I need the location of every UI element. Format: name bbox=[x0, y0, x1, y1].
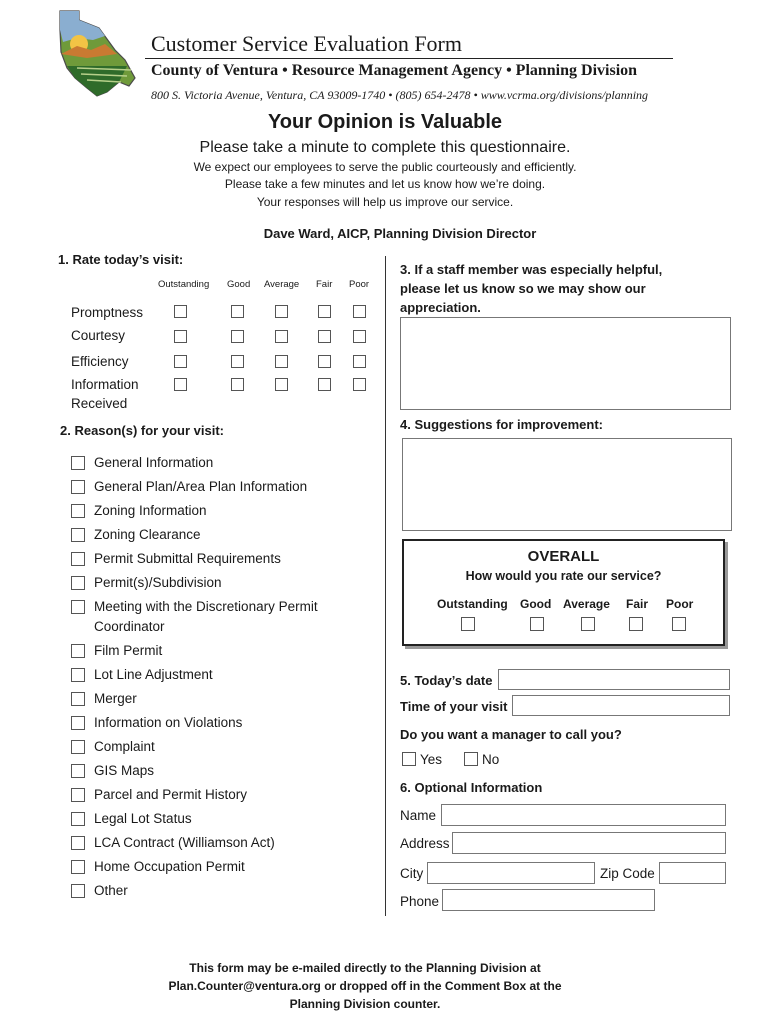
opinion-title: Your Opinion is Valuable bbox=[267, 111, 503, 133]
intro-line-3: Your responses will help us improve our service. bbox=[256, 195, 514, 209]
q1-checkbox[interactable] bbox=[353, 355, 366, 368]
reason-label-continued: Coordinator bbox=[94, 619, 165, 634]
reason-label: Zoning Information bbox=[94, 503, 207, 518]
q1-rating-outstanding: Outstanding bbox=[158, 279, 210, 290]
date-field[interactable] bbox=[498, 669, 730, 690]
manager-no-checkbox[interactable] bbox=[464, 752, 478, 766]
date-label: 5. Today’s date bbox=[400, 673, 493, 688]
column-divider bbox=[385, 256, 386, 916]
zip-label: Zip Code bbox=[600, 866, 655, 881]
q1-row-efficiency: Efficiency bbox=[71, 354, 129, 369]
q1-checkbox[interactable] bbox=[174, 305, 187, 318]
address-line: 800 S. Victoria Avenue, Ventura, CA 93009-1740 • (805) 654-2478 • www.vcrma.org/divisions/planning bbox=[151, 88, 649, 102]
q1-checkbox[interactable] bbox=[318, 378, 331, 391]
overall-rating-poor: Poor bbox=[666, 597, 694, 611]
reason-label: Lot Line Adjustment bbox=[94, 667, 213, 682]
q1-checkbox[interactable] bbox=[231, 378, 244, 391]
q1-checkbox[interactable] bbox=[353, 378, 366, 391]
q1-checkbox[interactable] bbox=[318, 355, 331, 368]
director-line: Dave Ward, AICP, Planning Division Director bbox=[263, 226, 537, 241]
address-label: Address bbox=[400, 836, 450, 851]
overall-checkbox-fair[interactable] bbox=[629, 617, 643, 631]
reason-label: Home Occupation Permit bbox=[94, 859, 245, 874]
reason-label: LCA Contract (Williamson Act) bbox=[94, 835, 275, 850]
manager-yes-checkbox[interactable] bbox=[402, 752, 416, 766]
county-logo bbox=[57, 8, 137, 100]
reason-label: Film Permit bbox=[94, 643, 163, 658]
reason-checkbox[interactable] bbox=[71, 764, 85, 778]
reason-label: Meeting with the Discretionary Permit bbox=[94, 599, 318, 614]
q1-row-courtesy: Courtesy bbox=[71, 328, 126, 343]
reason-label: Information on Violations bbox=[94, 715, 243, 730]
reason-label: Parcel and Permit History bbox=[94, 787, 248, 802]
q1-checkbox[interactable] bbox=[174, 330, 187, 343]
q1-checkbox[interactable] bbox=[174, 378, 187, 391]
overall-question: How would you rate our service? bbox=[465, 569, 662, 583]
opinion-subtitle: Please take a minute to complete this questionnaire. bbox=[199, 139, 571, 156]
staff-comment-box[interactable] bbox=[400, 317, 731, 410]
q1-checkbox[interactable] bbox=[275, 355, 288, 368]
q1-rating-average: Average bbox=[264, 279, 300, 290]
overall-checkbox-good[interactable] bbox=[530, 617, 544, 631]
reason-checkbox[interactable] bbox=[71, 480, 85, 494]
form-title: Customer Service Evaluation Form bbox=[151, 31, 462, 56]
footer-line-2: Plan.Counter@ventura.org or dropped off in the Comment Box at the bbox=[168, 979, 562, 993]
q1-checkbox[interactable] bbox=[353, 330, 366, 343]
overall-checkbox-average[interactable] bbox=[581, 617, 595, 631]
time-field[interactable] bbox=[512, 695, 730, 716]
q3-line-3: appreciation. bbox=[400, 300, 481, 315]
overall-rating-good: Good bbox=[520, 597, 552, 611]
intro-line-1: We expect our employees to serve the public courteously and efficiently. bbox=[193, 160, 577, 174]
reason-label: Merger bbox=[94, 691, 137, 706]
q1-checkbox[interactable] bbox=[174, 355, 187, 368]
q1-row-information: Information bbox=[71, 377, 139, 392]
q1-checkbox[interactable] bbox=[231, 355, 244, 368]
reason-label: General Plan/Area Plan Information bbox=[94, 479, 308, 494]
q3-line-1: 3. If a staff member was especially helpful, bbox=[400, 262, 663, 277]
q1-checkbox[interactable] bbox=[318, 330, 331, 343]
phone-field[interactable] bbox=[442, 889, 655, 911]
q1-checkbox[interactable] bbox=[318, 305, 331, 318]
q1-rating-fair: Fair bbox=[316, 279, 333, 290]
city-label: City bbox=[400, 866, 424, 881]
reason-checkbox[interactable] bbox=[71, 812, 85, 826]
name-label: Name bbox=[400, 808, 437, 823]
zip-field[interactable] bbox=[659, 862, 726, 884]
reason-label: Other bbox=[94, 883, 128, 898]
overall-rating-outstanding: Outstanding bbox=[437, 597, 508, 611]
q1-row-promptness: Promptness bbox=[71, 305, 144, 320]
title-rule bbox=[145, 58, 673, 59]
reason-checkbox[interactable] bbox=[71, 860, 85, 874]
reason-checkbox[interactable] bbox=[71, 692, 85, 706]
reason-label: GIS Maps bbox=[94, 763, 155, 778]
footer-line-1: This form may be e-mailed directly to the Planning Division at bbox=[189, 961, 541, 975]
q1-rating-good: Good bbox=[227, 279, 251, 290]
q1-rating-poor: Poor bbox=[349, 279, 370, 290]
overall-title: OVERALL bbox=[527, 548, 600, 565]
q1-checkbox[interactable] bbox=[275, 305, 288, 318]
reason-checkbox[interactable] bbox=[71, 884, 85, 898]
overall-rating-average: Average bbox=[563, 597, 610, 611]
q1-checkbox[interactable] bbox=[231, 330, 244, 343]
reason-checkbox[interactable] bbox=[71, 740, 85, 754]
reason-label: Zoning Clearance bbox=[94, 527, 201, 542]
time-label: Time of your visit bbox=[400, 699, 508, 714]
overall-checkbox-poor[interactable] bbox=[672, 617, 686, 631]
city-field[interactable] bbox=[427, 862, 595, 884]
intro-line-2: Please take a few minutes and let us know how we’re doing. bbox=[224, 177, 546, 191]
overall-rating-fair: Fair bbox=[626, 597, 649, 611]
reason-label: Permit Submittal Requirements bbox=[94, 551, 281, 566]
q1-heading: 1. Rate today’s visit: bbox=[58, 252, 184, 267]
q1-checkbox[interactable] bbox=[275, 378, 288, 391]
name-field[interactable] bbox=[441, 804, 726, 826]
reason-checkbox[interactable] bbox=[71, 644, 85, 658]
phone-label: Phone bbox=[400, 894, 440, 909]
overall-checkbox-outstanding[interactable] bbox=[461, 617, 475, 631]
reason-label: Complaint bbox=[94, 739, 155, 754]
suggestions-box[interactable] bbox=[402, 438, 732, 531]
reason-label: General Information bbox=[94, 455, 214, 470]
manager-yes-label: Yes bbox=[420, 752, 443, 767]
reason-checkbox[interactable] bbox=[71, 716, 85, 730]
reason-checkbox[interactable] bbox=[71, 552, 85, 566]
reason-checkbox[interactable] bbox=[71, 504, 85, 518]
reason-checkbox[interactable] bbox=[71, 528, 85, 542]
reason-checkbox[interactable] bbox=[71, 788, 85, 802]
manager-no-label: No bbox=[482, 752, 500, 767]
reason-checkbox[interactable] bbox=[71, 836, 85, 850]
q1-row-information-received: Received bbox=[71, 396, 128, 411]
q6-heading: 6. Optional Information bbox=[400, 780, 543, 795]
reason-checkbox[interactable] bbox=[71, 668, 85, 682]
q4-heading: 4. Suggestions for improvement: bbox=[400, 417, 603, 432]
reason-label: Permit(s)/Subdivision bbox=[94, 575, 222, 590]
q3-line-2: please let us know so we may show our bbox=[400, 281, 646, 296]
q1-checkbox[interactable] bbox=[231, 305, 244, 318]
manager-question: Do you want a manager to call you? bbox=[400, 727, 622, 742]
q1-checkbox[interactable] bbox=[353, 305, 366, 318]
q1-checkbox[interactable] bbox=[275, 330, 288, 343]
footer-line-3: Planning Division counter. bbox=[289, 997, 441, 1011]
reason-label: Legal Lot Status bbox=[94, 811, 192, 826]
organization-line: County of Ventura • Resource Management Agency • Planning Division bbox=[151, 62, 638, 79]
reason-checkbox[interactable] bbox=[71, 456, 85, 470]
address-field[interactable] bbox=[452, 832, 726, 854]
reason-checkbox[interactable] bbox=[71, 576, 85, 590]
q2-heading: 2. Reason(s) for your visit: bbox=[60, 423, 224, 438]
reason-checkbox[interactable] bbox=[71, 600, 85, 614]
